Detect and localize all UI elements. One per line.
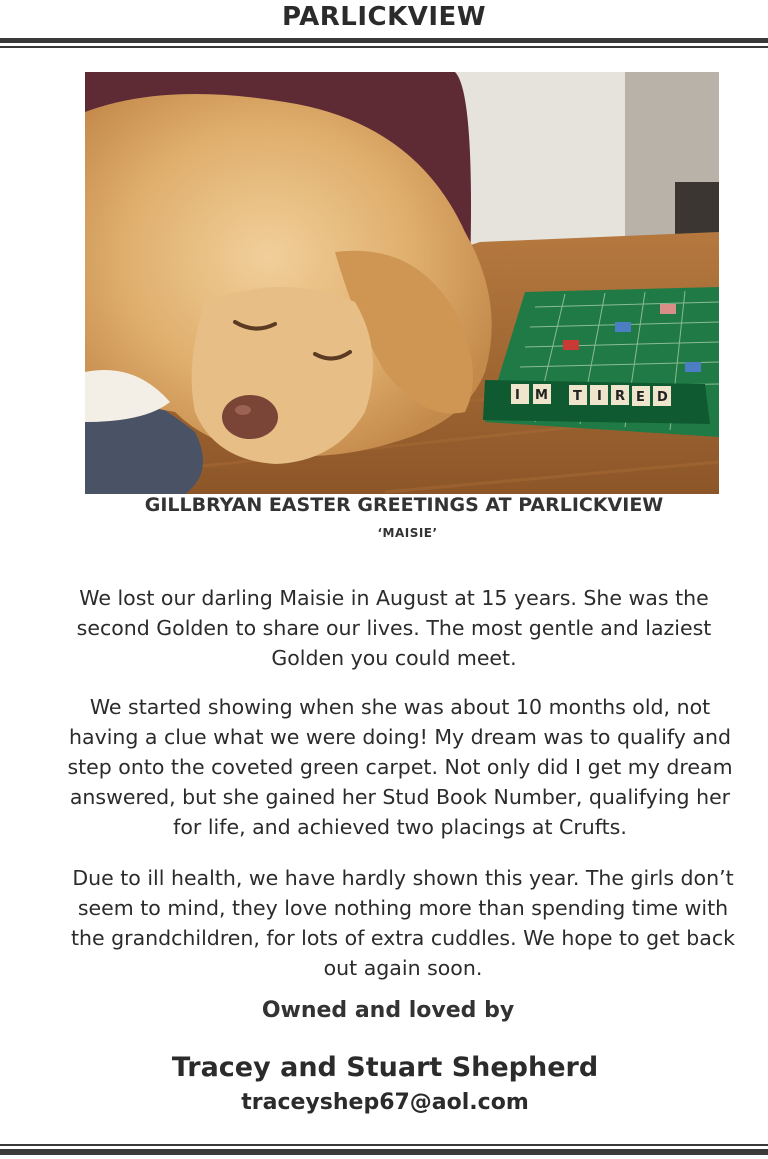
scrabble-square-blue [615, 322, 631, 332]
footer-rule-thin [0, 1144, 768, 1146]
owners-name: Tracey and Stuart Shepherd [171, 1052, 599, 1083]
tile-2-letter: M [535, 388, 548, 403]
tile-4-letter: I [597, 389, 602, 404]
owners-email: traceyshep67@aol.com [241, 1090, 529, 1115]
paragraph-3: Due to ill health, we have hardly shown this year. The girls don’t seem to mind, they love nothing more than spending time with the grandchildren, for lots of extra cuddles. We hope to get back out again soon. [70, 866, 735, 980]
header-rule-thin [0, 46, 768, 48]
tile-7-letter: D [657, 390, 668, 405]
caption-subtitle: ‘MAISIE’ [377, 526, 438, 540]
paragraph-2: We started showing when she was about 10 months old, not having a clue what we were doing! My dream was to qualify and step onto the coveted green carpet. Not only did I get my dream answered, but she gained her Stud Book Number, qualifying her for life, and achieved two placings at Crufts. [67, 695, 733, 839]
scrabble-tiles [511, 384, 671, 406]
caption-title: GILLBRYAN EASTER GREETINGS AT PARLICKVIEW [144, 494, 664, 516]
dog-nose [222, 395, 278, 439]
tile-6-letter: E [636, 390, 645, 405]
scrabble-square-pink [660, 304, 676, 314]
dog-nose-shine [235, 405, 251, 415]
header-rule-thick [0, 38, 768, 43]
owned-label: Owned and loved by [261, 998, 515, 1023]
dog-photo [85, 72, 719, 494]
tile-1-letter: I [515, 388, 520, 403]
scrabble-square-red [563, 340, 579, 350]
tile-3-letter: T [573, 389, 582, 404]
tile-5-letter: R [615, 389, 626, 404]
page-header-title: PARLICKVIEW [281, 2, 487, 32]
tile-1 [511, 384, 529, 404]
footer-rule-thick [0, 1149, 768, 1155]
scrabble-square-blue-2 [685, 362, 701, 372]
paragraph-1: We lost our darling Maisie in August at 15 years. She was the second Golden to share our lives. The most gentle and laziest Golden you could meet. [76, 586, 712, 670]
